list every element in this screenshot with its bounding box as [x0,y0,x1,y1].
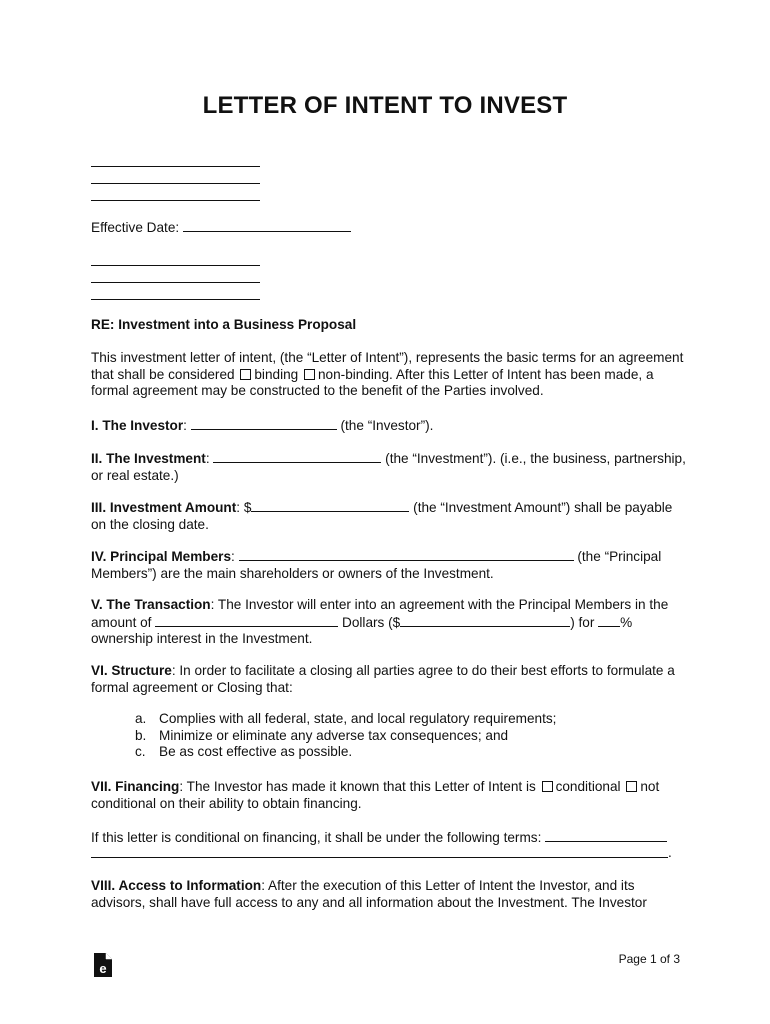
for-label: ) for [570,614,595,630]
investor-heading: I. The Investor [91,418,184,433]
percent-field[interactable] [598,614,620,627]
re-line: RE: Investment into a Business Proposal [91,317,357,332]
amount-words-field[interactable] [155,614,338,627]
financing-heading: VII. Financing [91,779,180,794]
conditional-checkbox[interactable] [542,781,553,792]
terms-period: . [668,845,672,860]
list-text: Minimize or eliminate any adverse tax consequences; and [159,727,509,743]
list-item [135,728,556,745]
dollar-sign: : $ [236,500,252,515]
section-transaction [91,597,691,648]
principal-members-field[interactable] [239,548,574,561]
section-investment-amount [91,499,691,533]
amount-number-field[interactable] [400,614,570,627]
address-line-3[interactable] [91,200,260,201]
effective-date-label: Effective Date: [91,220,180,235]
access-text: : After the execution of this Letter of Intent the Investor, and its advisors, shall have full access to any and all information about the Investment. The Investor [91,878,647,910]
list-item [135,711,556,728]
structure-list [135,711,556,761]
intro-text: This investment letter of intent, (the “Letter of Intent”), represents the basic terms for an agreement that shall be considered [91,350,684,382]
dollars-label: Dollars ($ [342,614,401,630]
investment-amount-tail: (the “Investment Amount”) shall be payable on the closing date. [91,500,673,532]
effective-date-field[interactable] [183,219,351,232]
investment-field[interactable] [213,450,381,463]
address-line-2[interactable] [91,183,260,184]
svg-text:e: e [99,961,107,976]
transaction-heading: V. The Transaction [91,597,211,612]
conditional-terms [91,829,691,847]
section-access [91,878,691,911]
list-marker: b. [135,727,147,743]
recipient-line-1[interactable] [91,265,260,266]
percent-label: % ownership interest in the Investment. [91,614,633,646]
list-text: Be as cost effective as possible. [159,744,353,759]
list-item [135,744,556,761]
investment-amount-field[interactable] [251,499,409,512]
list-text: Complies with all federal, state, and local regulatory requirements; [159,711,557,726]
transaction-text: : The Investor will enter into an agreement with the Principal Members in the amount of [91,597,669,630]
investment-heading: II. The Investment [91,451,206,466]
page-number: Page 1 of 3 [618,952,680,966]
section-principal-members: IV. Principal Members: (the “Principal Members”) are the main shareholders or owners of the Investment. [91,549,662,581]
non-binding-checkbox[interactable] [304,369,315,380]
investor-tail: (the “Investor”). [340,418,434,433]
section-investor: I. The Investor: (the “Investor”). [91,418,434,433]
list-marker: a. [135,711,147,726]
structure-text: : In order to facilitate a closing all parties agree to do their best efforts to formulate a formal agreement or Closing that: [91,663,675,695]
recipient-line-3[interactable] [91,299,260,300]
terms-field-1[interactable] [545,829,667,842]
conditional-terms-text: If this letter is conditional on financing, it shall be under the following terms: [91,830,542,845]
terms-field-2[interactable] [91,845,668,858]
eforms-logo-icon [92,951,114,979]
intro-paragraph [91,350,691,400]
recipient-line-2[interactable] [91,282,260,283]
section-structure [91,663,691,696]
principal-members-tail: (the “Principal Members”) are the main shareholders or owners of the Investment. [91,549,662,581]
not-conditional-label: not conditional on their ability to obtain financing. [91,779,660,811]
binding-label: binding [254,366,299,382]
investment-amount-heading: III. Investment Amount [91,500,237,515]
access-heading: VIII. Access to Information [91,878,262,893]
financing-text: : The Investor has made it known that this Letter of Intent is [179,779,536,794]
address-line-1[interactable] [91,166,260,167]
investor-name-field[interactable] [191,417,337,430]
list-marker: c. [135,744,146,759]
investment-tail: (the “Investment”). (i.e., the business, partnership, or real estate.) [91,451,686,483]
structure-heading: VI. Structure [91,663,172,678]
effective-date-row [91,219,691,237]
binding-checkbox[interactable] [240,369,251,380]
document-title: LETTER OF INTENT TO INVEST [202,92,568,119]
not-conditional-checkbox[interactable] [626,781,637,792]
section-financing [91,779,691,812]
conditional-label: conditional [555,779,621,794]
section-investment: II. The Investment: (the “Investment”). (i.e., the business, partnership, or real estate.) [91,451,686,483]
non-binding-label: non-binding. After this Letter of Intent has been made, a formal agreement may be constructed to the benefit of the Parties involved. [91,366,654,398]
principal-members-heading: IV. Principal Members [91,549,232,564]
